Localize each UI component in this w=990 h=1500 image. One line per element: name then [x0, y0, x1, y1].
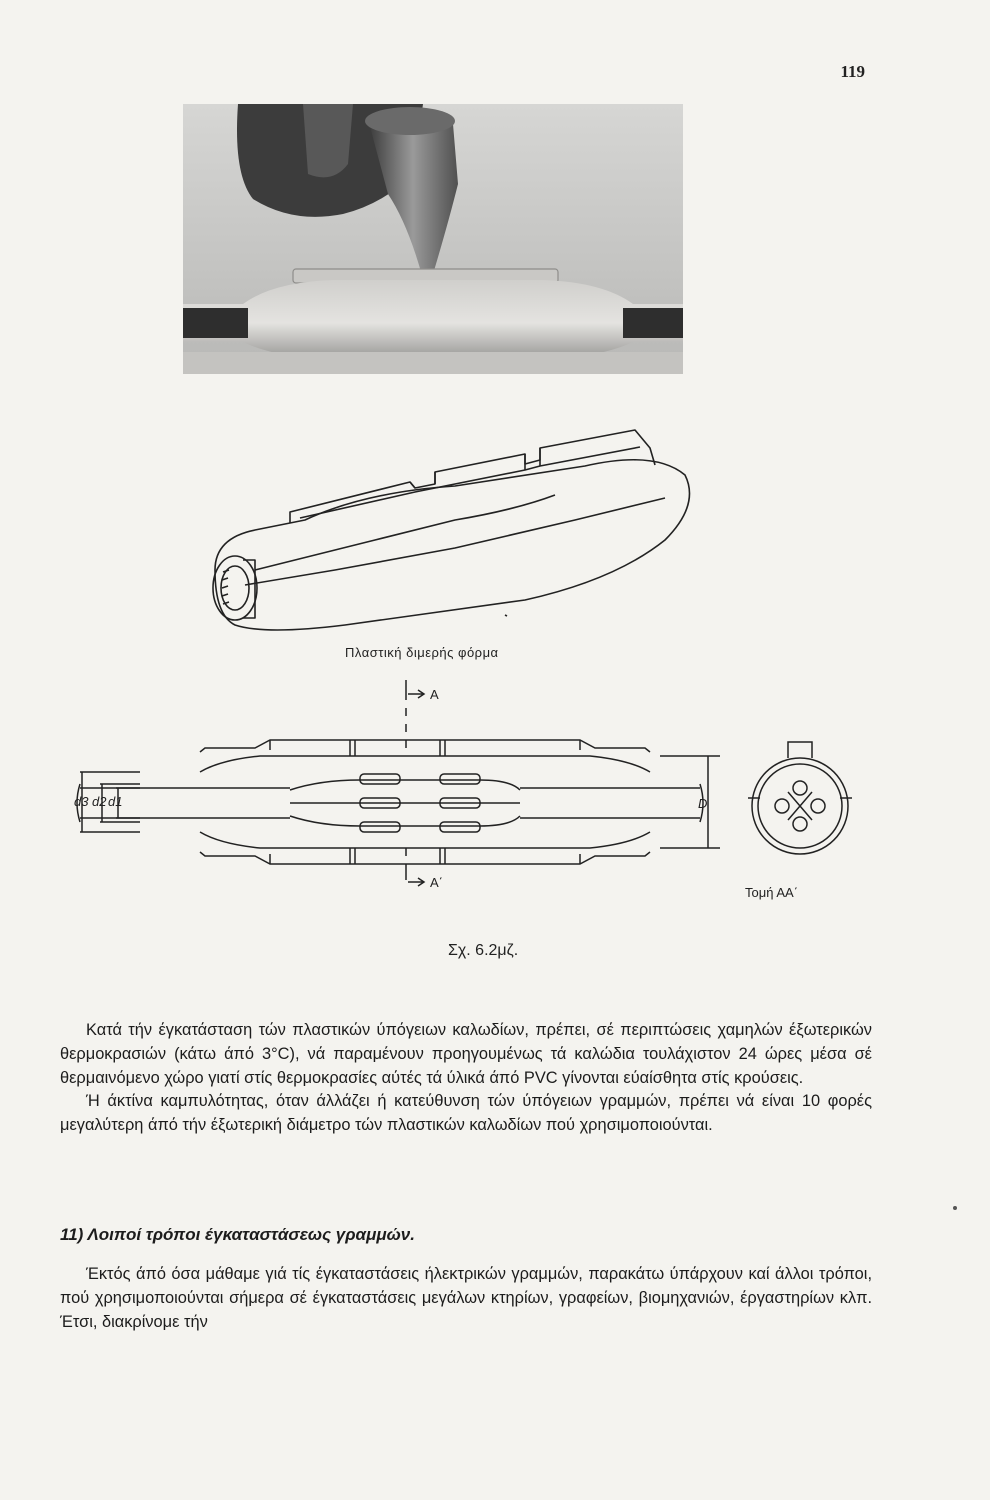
page-number: 119 [840, 62, 865, 81]
dim-d1-label: d1 [108, 794, 123, 809]
figure-caption: Σχ. 6.2μζ. [448, 942, 519, 959]
section-heading: 11) Λοιποί τρόποι έγκαταστάσεως γραμμών. [60, 1225, 415, 1244]
dim-d3-label: d3 [74, 794, 89, 809]
paragraph: Έκτός άπό όσα μάθαμε γιά τίς έγκαταστάσεις ήλεκτρικών γραμμών, παρακάτω ύπάρχουν καί άλλοι τρόποι, πού χρησιμοποιούνται σήμερα σέ έγκαταστάσεις μεγάλων κτηρίων, γραφείων, βιομηχανιών, έργαστηρίων κλπ. Έτσι, διακρίνομε τήν [60, 1265, 872, 1331]
page-speck [953, 1206, 957, 1210]
section-marker-top: A [430, 687, 439, 702]
mould-perspective-drawing [195, 420, 705, 650]
body-text-lower [60, 1263, 872, 1334]
section-marker-bottom: A΄ [430, 875, 443, 890]
cable-joint-section-drawing [60, 680, 860, 910]
body-text-upper [60, 1019, 872, 1138]
dim-d2-label: d2 [92, 794, 107, 809]
cable-joint-photo [183, 104, 683, 374]
paragraph: Κατά τήν έγκατάσταση τών πλαστικών ύπόγειων καλωδίων, πρέπει, σέ περιπτώσεις χαμηλών έξωτερικών θερμοκρασιών (κάτω άπό 3°C), νά παραμένουν προηγουμένως τά καλώδια τουλάχιστον 24 ώρες μέσα σέ θερμαινόμενο χώρο γιατί στίς θερμοκρασίες αύτές τά ύλικά άπό PVC γίνονται εύαίσθητα στίς κρούσεις. [60, 1021, 872, 1087]
dim-D-label: D [698, 796, 708, 811]
mould-label: Πλαστική διμερής φόρμα [345, 645, 499, 660]
paragraph: Ή άκτίνα καμπυλότητας, όταν άλλάζει ή κατεύθυνση τών ύπόγειων γραμμών, πρέπει νά είναι 10 φορές μεγαλύτερη άπό τήν έξωτερική διάμετρο τών πλαστικών καλωδίων πού χρησιμοποιούνται. [60, 1092, 872, 1135]
section-view-label: Τομή ΑΑ΄ [745, 885, 799, 900]
